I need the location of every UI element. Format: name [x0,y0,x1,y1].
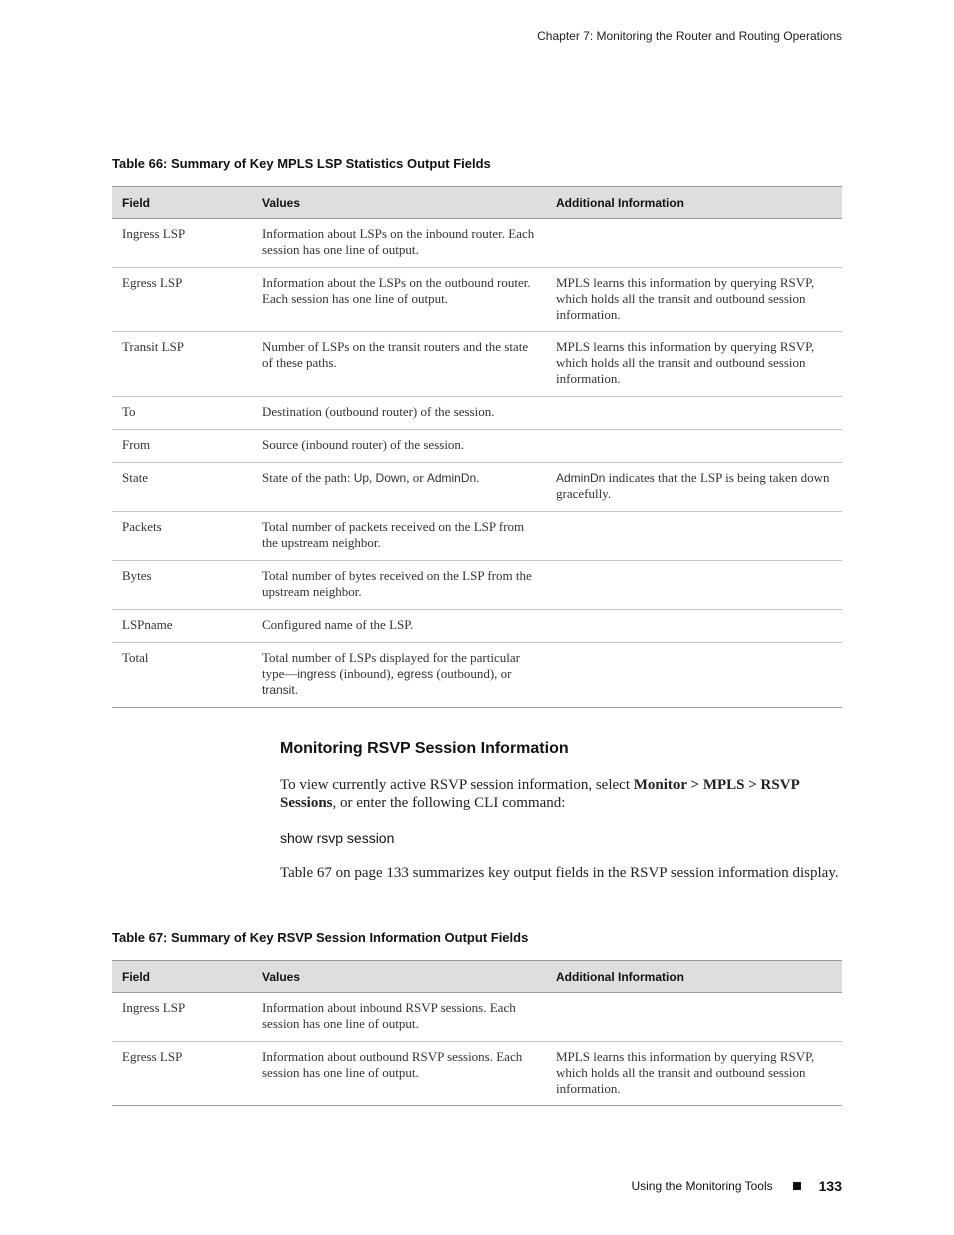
table-row [112,397,842,430]
table-header-row [112,961,842,993]
values-cell [252,643,546,708]
field-cell: Egress LSP [112,268,252,332]
values-text: State of the path: [262,470,354,485]
values-cell: Information about outbound RSVP sessions. Each session has one line of output. [252,1042,546,1106]
info-cell [546,219,842,268]
info-cell [546,430,842,463]
column-header-values: Values [252,187,546,219]
footer-section-title: Using the Monitoring Tools [631,1179,773,1193]
keyword: transit [262,683,295,697]
menu-path: Monitor > MPLS > RSVP Sessions [280,777,799,811]
table-row [112,561,842,610]
values-cell: Information about LSPs on the inbound router. Each session has one line of output. [252,219,546,268]
info-cell [546,397,842,430]
values-cell: Source (inbound router) of the session. [252,430,546,463]
table-row [112,268,842,332]
values-text: Total number of LSPs displayed for the particular type— [262,650,520,681]
values-cell: Configured name of the LSP. [252,610,546,643]
table-row [112,332,842,397]
values-cell: Destination (outbound router) of the session. [252,397,546,430]
table-67 [112,960,842,1106]
keyword: AdminDn [556,471,606,485]
values-cell: Information about the LSPs on the outbound router. Each session has one line of output. [252,268,546,332]
table-row [112,219,842,268]
intro-paragraph [280,776,844,812]
keyword: Up [353,471,370,485]
table-row [112,993,842,1042]
info-cell: MPLS learns this information by querying RSVP, which holds all the transit and outbound session information. [546,332,842,397]
footer-square-bullet-icon [793,1182,801,1190]
values-cell: Total number of bytes received on the LSP from the upstream neighbor. [252,561,546,610]
info-cell: MPLS learns this information by querying RSVP, which holds all the transit and outbound session information. [546,1042,842,1106]
field-cell: To [112,397,252,430]
running-header: Chapter 7: Monitoring the Router and Routing Operations [537,29,842,43]
values-cell [252,463,546,512]
intro-text: To view currently active RSVP session information, select [280,777,634,793]
field-cell: From [112,430,252,463]
field-cell: Egress LSP [112,1042,252,1106]
column-header-additional-info: Additional Information [546,187,842,219]
keyword: ingress [297,667,337,681]
separator-text: , [369,470,376,485]
field-cell: Ingress LSP [112,219,252,268]
table-row [112,512,842,561]
info-cell [546,463,842,512]
separator-text: , or [406,470,427,485]
keyword: AdminDn [426,471,477,485]
table-67-caption: Table 67: Summary of Key RSVP Session Information Output Fields [112,930,529,945]
column-header-field: Field [112,187,252,219]
field-cell: Total [112,643,252,708]
column-header-additional-info: Additional Information [546,961,842,993]
values-cell: Number of LSPs on the transit routers and the state of these paths. [252,332,546,397]
field-cell: State [112,463,252,512]
values-text: . [294,682,298,697]
column-header-values: Values [252,961,546,993]
info-cell: MPLS learns this information by querying RSVP, which holds all the transit and outbound session information. [546,268,842,332]
info-cell [546,993,842,1042]
info-cell [546,561,842,610]
field-cell: LSPname [112,610,252,643]
section-heading: Monitoring RSVP Session Information [280,740,569,757]
field-cell: Bytes [112,561,252,610]
table-reference-paragraph: Table 67 on page 133 summarizes key output fields in the RSVP session information display. [280,865,839,881]
table-row [112,1042,842,1106]
table-header-row [112,187,842,219]
cli-command: show rsvp session [280,830,395,846]
field-cell: Ingress LSP [112,993,252,1042]
values-cell: Total number of packets received on the LSP from the upstream neighbor. [252,512,546,561]
table-row [112,643,842,708]
table-66 [112,186,842,708]
column-header-field: Field [112,961,252,993]
values-text: . [476,470,480,485]
info-cell [546,512,842,561]
keyword: Down [375,471,407,485]
info-cell [546,610,842,643]
page-number: 133 [818,1178,842,1194]
info-text: indicates that the LSP is being taken down gracefully. [556,470,830,501]
info-cell [546,643,842,708]
values-text: (inbound), [336,666,398,681]
values-text: (outbound), or [433,666,512,681]
keyword: egress [397,667,434,681]
table-66-caption: Table 66: Summary of Key MPLS LSP Statistics Output Fields [112,156,491,171]
page-footer [631,1178,842,1194]
table-row [112,610,842,643]
table-row [112,430,842,463]
intro-text: , or enter the following CLI command: [332,795,566,811]
field-cell: Transit LSP [112,332,252,397]
field-cell: Packets [112,512,252,561]
table-row [112,463,842,512]
values-cell: Information about inbound RSVP sessions. Each session has one line of output. [252,993,546,1042]
